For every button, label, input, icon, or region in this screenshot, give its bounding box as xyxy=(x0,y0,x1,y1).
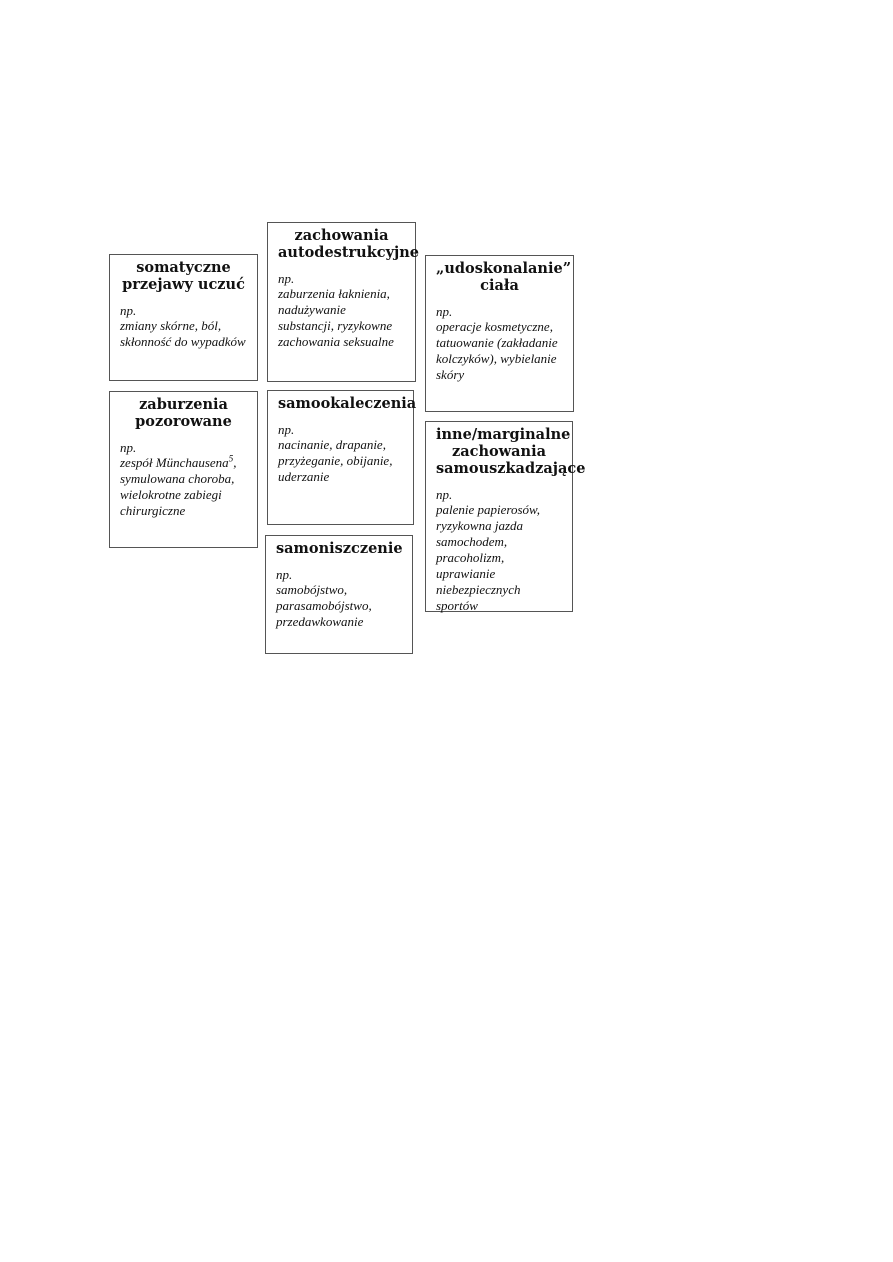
example-prefix: np. xyxy=(436,487,453,502)
example-prefix: np. xyxy=(436,304,453,319)
box-self-destructive-behaviours xyxy=(267,222,420,382)
example-prefix: np. xyxy=(276,567,293,582)
box-examples: nacinanie, drapanie, przyżeganie, obijanie, uderzanie xyxy=(278,437,393,484)
box-title: samookaleczenia xyxy=(278,395,417,412)
example-prefix: np. xyxy=(120,303,137,318)
box-title: samoniszczenie xyxy=(276,540,403,557)
box-examples: operacje kosmetyczne, tatuowanie (zakładanie kolczyków), wybielanie skóry xyxy=(436,319,558,382)
box-other-marginal-behaviours xyxy=(425,421,586,613)
footnote-marker: 5 xyxy=(228,453,234,464)
box-title: „udoskonalanie” ciała xyxy=(436,260,572,294)
box-examples: samobójstwo, parasamobójstwo, przedawkowanie xyxy=(276,582,372,629)
box-factitious-disorders xyxy=(109,391,258,548)
box-examples: palenie papierosów, ryzykowna jazda samochodem, pracoholizm, uprawianie niebezpiecznych sportów xyxy=(436,502,540,613)
box-title: inne/marginalne zachowania samouszkadzające xyxy=(436,426,586,477)
box-title: zachowania autodestrukcyjne xyxy=(278,227,420,261)
box-title: zaburzenia pozorowane xyxy=(135,396,232,430)
box-title: somatyczne przejawy uczuć xyxy=(122,259,245,293)
example-prefix: np. xyxy=(278,422,295,437)
box-examples: zmiany skórne, ból, skłonność do wypadków xyxy=(120,318,246,349)
box-self-harm xyxy=(267,390,417,525)
examples-part: , symulowana choroba, wielokrotne zabiegi chirurgiczne xyxy=(120,455,237,518)
box-examples: zaburzenia łaknienia, nadużywanie substancji, ryzykowne zachowania seksualne xyxy=(278,286,394,349)
box-body-improvement xyxy=(425,255,574,412)
example-prefix: np. xyxy=(120,440,137,455)
box-self-destruction xyxy=(265,535,413,654)
examples-part: zespół Münchausena xyxy=(120,455,229,470)
box-examples xyxy=(120,455,247,519)
example-prefix: np. xyxy=(278,271,295,286)
box-somatic-expressions xyxy=(109,254,258,381)
